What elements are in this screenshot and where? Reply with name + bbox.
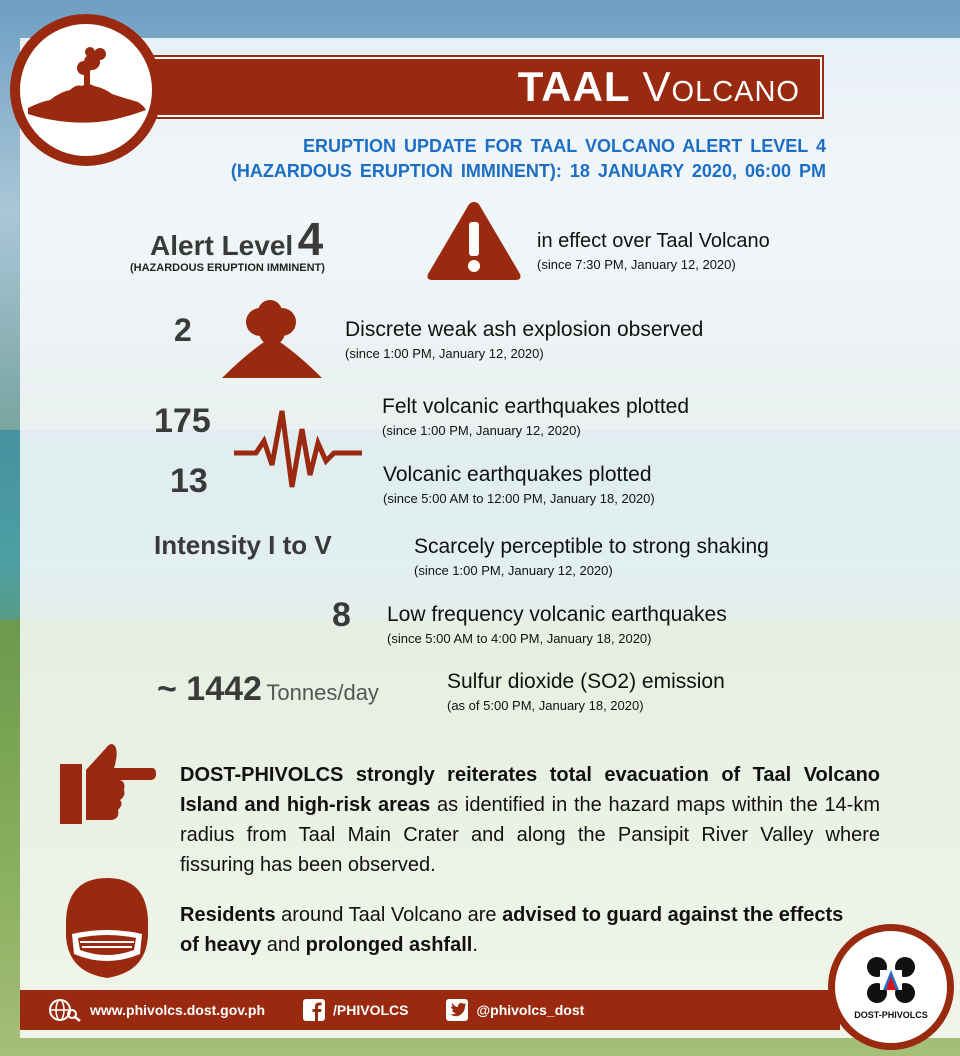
alert-qualifier: (HAZARDOUS ERUPTION IMMINENT)	[130, 262, 325, 274]
dost-logo-icon	[863, 954, 919, 1006]
title-bar	[150, 57, 822, 117]
alert-desc-block	[537, 230, 770, 272]
so2-value: ~ 1442	[157, 670, 262, 708]
dost-phivolcs-logo	[828, 924, 954, 1050]
so2-value-block	[157, 670, 379, 709]
page-title	[518, 63, 800, 111]
intensity-since: (since 1:00 PM, January 12, 2020)	[414, 563, 613, 578]
low-freq-since: (since 5:00 AM to 4:00 PM, January 18, 2020)	[387, 631, 652, 646]
so2-desc-block	[447, 670, 725, 713]
facebook-link[interactable]: /PHIVOLCS	[333, 1002, 409, 1018]
ashfall-residents: Residents	[180, 904, 276, 926]
alert-desc: in effect over Taal Volcano	[537, 230, 770, 252]
evacuation-bold: DOST-PHIVOLCS strongly reiterates total evacuation of Taal Volcano Island and high-risk areas	[180, 764, 880, 816]
footer-facebook[interactable]	[303, 999, 408, 1021]
felt-quakes-since: (since 1:00 PM, January 12, 2020)	[382, 423, 581, 438]
ashfall-and: and	[261, 934, 306, 956]
website-link[interactable]: www.phivolcs.dost.gov.ph	[90, 1002, 266, 1018]
title-bold: TAAL	[517, 63, 630, 110]
title-rest: Volcano	[642, 63, 800, 110]
footer-website[interactable]	[48, 998, 265, 1022]
evacuation-notice	[180, 760, 880, 880]
subtitle-line1: ERUPTION UPDATE FOR TAAL VOLCANO ALERT LEVEL 4	[302, 136, 826, 156]
intensity-range: Intensity I to V	[154, 530, 332, 560]
intensity-desc-block	[414, 535, 769, 578]
footer-twitter[interactable]	[446, 999, 584, 1021]
pointing-hand-icon	[60, 740, 156, 826]
warning-icon	[424, 198, 524, 284]
footer-bar	[20, 990, 840, 1030]
felt-quakes-count: 175	[154, 402, 211, 440]
facebook-icon	[303, 999, 325, 1021]
ash-desc-block	[345, 318, 703, 361]
volcano-logo	[10, 14, 162, 166]
evacuation-rest: as identified in the hazard maps within the 14-km radius from Taal Main Crater and along the Pansipit River Valley where fissuring has been observed.	[180, 794, 880, 876]
low-freq-count: 8	[332, 596, 351, 634]
ashfall-guard: advised to guard against the effects of heavy	[180, 904, 844, 956]
volcano-island-icon	[20, 24, 152, 156]
update-subtitle	[146, 134, 826, 184]
dost-logo-label: DOST-PHIVOLCS	[854, 1010, 928, 1020]
ashfall-period: .	[472, 934, 478, 956]
ashfall-advisory	[180, 900, 860, 960]
so2-desc: Sulfur dioxide (SO2) emission	[447, 670, 725, 693]
alert-since: (since 7:30 PM, January 12, 2020)	[537, 257, 736, 272]
ash-desc: Discrete weak ash explosion observed	[345, 318, 704, 341]
volcanic-quakes-count: 13	[170, 462, 208, 500]
alert-level-block	[150, 212, 323, 266]
seismograph-icon	[234, 405, 362, 493]
felt-quakes-desc-block	[382, 395, 689, 438]
alert-level-label: Alert Level	[150, 230, 294, 261]
felt-quakes-desc: Felt volcanic earthquakes plotted	[382, 395, 690, 418]
alert-level-value: 4	[297, 213, 324, 265]
ashfall-around: around Taal Volcano are	[275, 904, 503, 926]
subtitle-line2: (HAZARDOUS ERUPTION IMMINENT): 18 JANUARY 2020, 06:00 PM	[230, 161, 826, 181]
so2-since: (as of 5:00 PM, January 18, 2020)	[447, 698, 644, 713]
volcanic-quakes-since: (since 5:00 AM to 12:00 PM, January 18, 2020)	[383, 491, 655, 506]
intensity-desc: Scarcely perceptible to strong shaking	[414, 535, 769, 558]
ashfall-prolonged: prolonged ashfall	[305, 934, 473, 956]
face-mask-icon	[64, 876, 150, 980]
low-freq-desc: Low frequency volcanic earthquakes	[387, 603, 727, 626]
twitter-icon	[446, 999, 468, 1021]
volcanic-quakes-desc: Volcanic earthquakes plotted	[383, 463, 652, 486]
volcanic-quakes-desc-block	[383, 463, 655, 506]
so2-unit: Tonnes/day	[266, 680, 379, 705]
ash-explosion-count: 2	[174, 312, 192, 348]
globe-search-icon	[48, 998, 82, 1022]
ash-cloud-volcano-icon	[220, 294, 324, 380]
ash-since: (since 1:00 PM, January 12, 2020)	[345, 346, 544, 361]
low-freq-desc-block	[387, 603, 727, 646]
twitter-link[interactable]: @phivolcs_dost	[476, 1002, 585, 1018]
